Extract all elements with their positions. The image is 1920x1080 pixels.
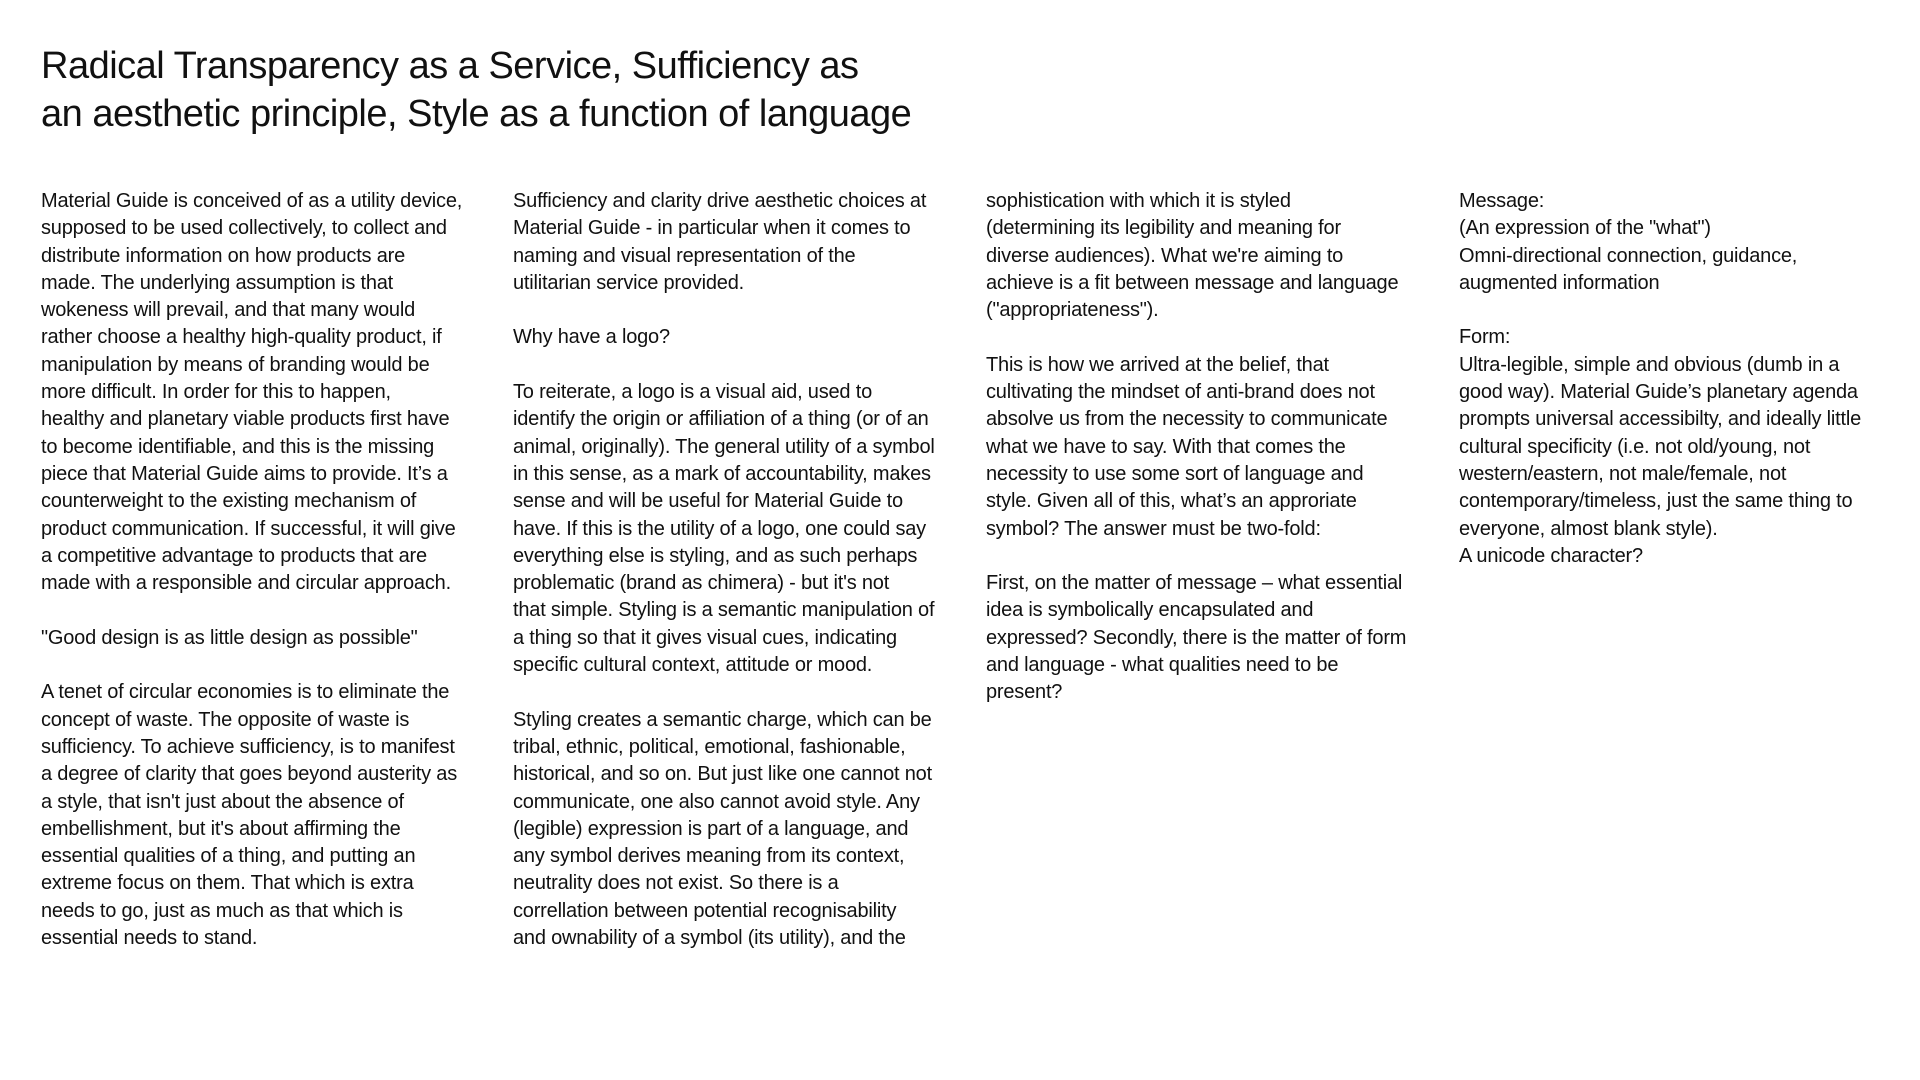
paragraph (986, 188, 1436, 324)
text-line: To reiterate, a logo is a visual aid, used to (513, 381, 872, 404)
text-line: everyone, almost blank style). (1459, 517, 1718, 540)
text-line: sufficiency. To achieve sufficiency, is to manifest (41, 735, 455, 758)
text-column-4 (1459, 188, 1909, 570)
text-line: cultural specificity (i.e. not old/young, not (1459, 435, 1811, 458)
text-line: Why have a logo? (513, 326, 670, 349)
text-line: specific cultural context, attitude or mood. (513, 654, 873, 677)
text-line: distribute information on how products are (41, 244, 406, 267)
text-line: a competitive advantage to products that are (41, 544, 427, 567)
paragraph (513, 188, 963, 297)
text-column-1 (41, 188, 491, 952)
text-line: This is how we arrived at the belief, that (986, 353, 1329, 376)
text-line: expressed? Secondly, there is the matter of form (986, 626, 1407, 649)
text-line: supposed to be used collectively, to collect and (41, 217, 447, 240)
text-line: essential qualities of a thing, and putting an (41, 845, 416, 868)
text-line: augmented information (1459, 271, 1660, 294)
text-line: embellishment, but it's about affirming the (41, 817, 401, 840)
text-line: in this sense, as a mark of accountability, makes (513, 462, 931, 485)
text-line: correllation between potential recognisability (513, 899, 897, 922)
paragraph (986, 570, 1436, 706)
text-line: made with a responsible and circular approach. (41, 572, 451, 595)
text-line: idea is symbolically encapsulated and (986, 599, 1314, 622)
text-line: a style, that isn't just about the absence of (41, 790, 404, 813)
paragraph (1459, 188, 1909, 297)
text-line: Material Guide - in particular when it comes to (513, 217, 911, 240)
text-line: First, on the matter of message – what essential (986, 572, 1403, 595)
text-line: that simple. Styling is a semantic manipulation of (513, 599, 935, 622)
paragraph (41, 679, 491, 952)
paragraph (1459, 324, 1909, 570)
text-line: A unicode character? (1459, 544, 1643, 567)
text-line: historical, and so on. But just like one cannot not (513, 763, 932, 786)
text-line: (legible) expression is part of a language, and (513, 817, 909, 840)
text-line: piece that Material Guide aims to provide. It’s a (41, 462, 448, 485)
text-line: concept of waste. The opposite of waste is (41, 708, 410, 731)
text-line: any symbol derives meaning from its context, (513, 845, 905, 868)
text-line: diverse audiences). What we're aiming to (986, 244, 1344, 267)
text-line: Message: (1459, 190, 1545, 212)
paragraph (41, 625, 491, 652)
text-line: healthy and planetary viable products first have (41, 408, 450, 431)
text-line: sophistication with which it is styled (986, 190, 1291, 212)
text-line: tribal, ethnic, political, emotional, fashionable, (513, 735, 906, 758)
text-line: utilitarian service provided. (513, 271, 744, 294)
text-line: ("appropriateness"). (986, 299, 1159, 322)
text-column-2 (513, 188, 963, 952)
text-line: western/eastern, not male/female, not (1459, 462, 1787, 485)
text-line: prompts universal accessibilty, and ideally little (1459, 408, 1862, 431)
text-line: necessity to use some sort of language and (986, 462, 1364, 485)
text-line: Material Guide is conceived of as a utility device, (41, 190, 463, 212)
text-line: animal, originally). The general utility of a symbol (513, 435, 935, 458)
text-line: symbol? The answer must be two-fold: (986, 517, 1321, 540)
page-title (41, 42, 1001, 138)
text-line: everything else is styling, and as such perhaps (513, 544, 918, 567)
text-line: more difficult. In order for this to happen, (41, 381, 391, 404)
text-line: counterweight to the existing mechanism of (41, 490, 417, 513)
text-line: neutrality does not exist. So there is a (513, 872, 839, 895)
text-line: have. If this is the utility of a logo, one could say (513, 517, 926, 540)
text-line: identify the origin or affiliation of a thing (or of an (513, 408, 929, 431)
text-line: Sufficiency and clarity drive aesthetic choices at (513, 190, 927, 212)
text-line: product communication. If successful, it will give (41, 517, 456, 540)
text-line: sense and will be useful for Material Guide to (513, 490, 903, 513)
text-line: style. Given all of this, what’s an approriate (986, 490, 1357, 513)
text-line: what we have to say. With that comes the (986, 435, 1346, 458)
text-line: Ultra-legible, simple and obvious (dumb in a (1459, 353, 1840, 376)
text-line: present? (986, 681, 1063, 704)
paragraph (513, 324, 963, 351)
paragraph (986, 352, 1436, 543)
text-line: manipulation by means of branding would be (41, 353, 430, 376)
text-line: communicate, one also cannot avoid style. Any (513, 790, 920, 813)
paragraph (41, 188, 491, 597)
text-line: (determining its legibility and meaning for (986, 217, 1341, 240)
title-line: an aesthetic principle, Style as a function of language (41, 93, 912, 135)
text-line: A tenet of circular economies is to eliminate the (41, 681, 450, 704)
text-column-3 (986, 188, 1436, 707)
text-line: made. The underlying assumption is that (41, 271, 394, 294)
text-line: and language - what qualities need to be (986, 654, 1339, 677)
text-line: problematic (brand as chimera) - but it's not (513, 572, 890, 595)
text-line: contemporary/timeless, just the same thing to (1459, 490, 1853, 513)
text-line: extreme focus on them. That which is extra (41, 872, 414, 895)
text-line: to become identifiable, and this is the missing (41, 435, 435, 458)
text-line: good way). Material Guide’s planetary agenda (1459, 381, 1858, 404)
text-line: naming and visual representation of the (513, 244, 856, 267)
text-line: Omni-directional connection, guidance, (1459, 244, 1798, 267)
text-line: (An expression of the "what") (1459, 217, 1711, 240)
title-line: Radical Transparency as a Service, Sufficiency as (41, 45, 859, 87)
text-line: wokeness will prevail, and that many would (41, 299, 416, 322)
text-line: a degree of clarity that goes beyond austerity as (41, 763, 458, 786)
text-line: needs to go, just as much as that which is (41, 899, 403, 922)
text-line: Styling creates a semantic charge, which can be (513, 708, 932, 731)
text-line: essential needs to stand. (41, 927, 258, 950)
text-line: cultivating the mindset of anti-brand does not (986, 381, 1375, 404)
text-line: "Good design is as little design as possible" (41, 626, 418, 649)
text-line: Form: (1459, 326, 1511, 349)
paragraph (513, 379, 963, 679)
text-line: achieve is a fit between message and language (986, 271, 1399, 294)
paragraph (513, 707, 963, 953)
text-line: absolve us from the necessity to communicate (986, 408, 1388, 431)
text-line: rather choose a healthy high-quality product, if (41, 326, 442, 349)
text-line: a thing so that it gives visual cues, indicating (513, 626, 897, 649)
text-line: and ownability of a symbol (its utility), and the (513, 927, 906, 950)
